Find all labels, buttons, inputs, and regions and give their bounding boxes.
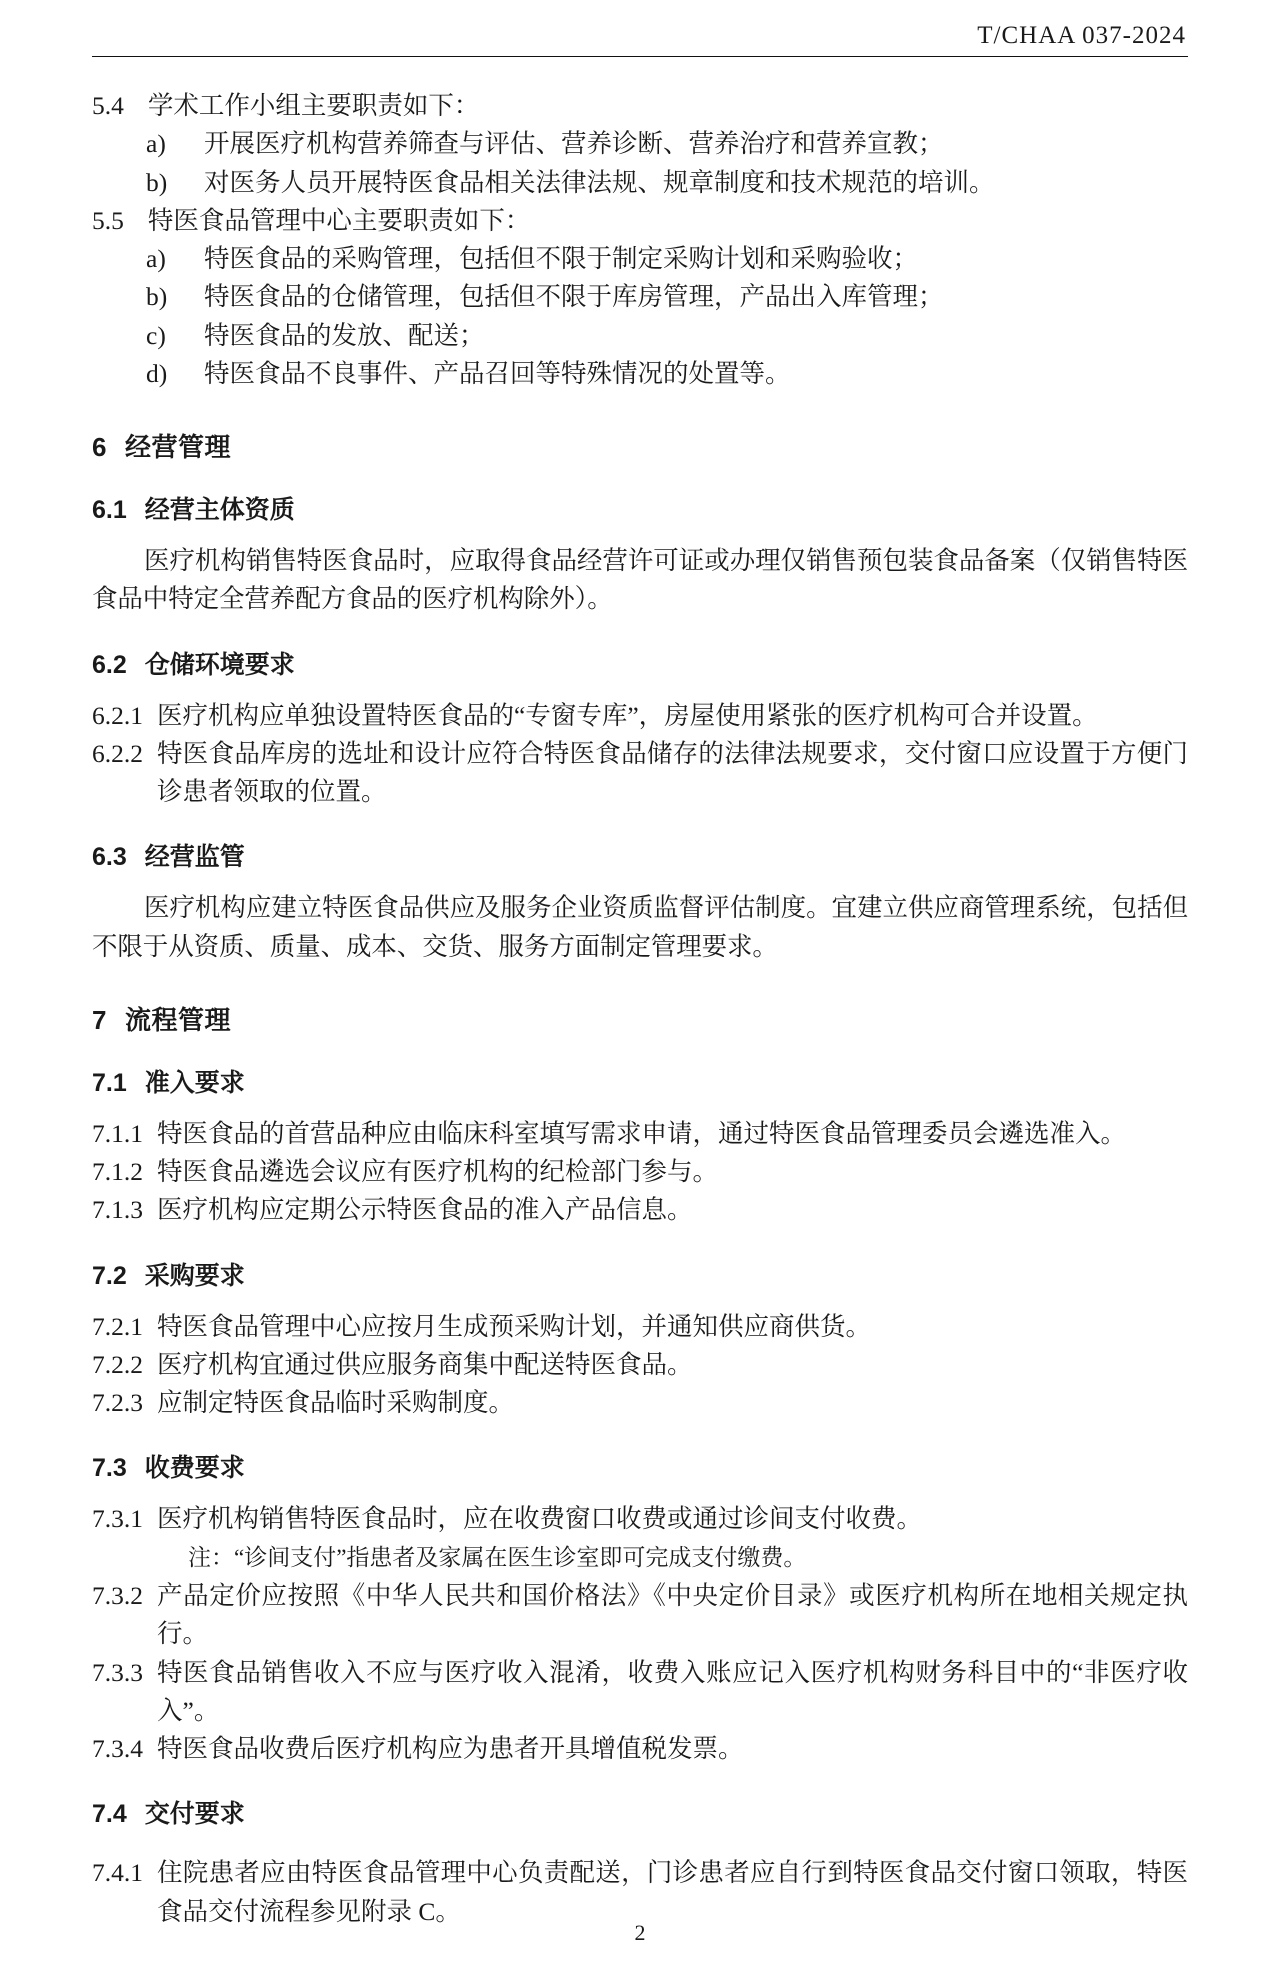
clause-7-3-4-number: 7.3.4 [92, 1734, 143, 1763]
list-marker: a) [146, 244, 166, 273]
subsection-heading-6-3 [92, 837, 1188, 873]
clause-6-2-2 [92, 735, 1188, 812]
subsection-7-3-number: 7.3 [92, 1454, 127, 1483]
list-item-text: 特医食品不良事件、产品召回等特殊情况的处置等。 [204, 358, 791, 388]
note-7-3-1: 注：“诊间支付”指患者及家属在医生诊室即可完成支付缴费。 [188, 1544, 807, 1570]
clause-7-2-1-number: 7.2.1 [92, 1311, 143, 1341]
subsection-7-2-title: 采购要求 [144, 1261, 245, 1290]
clause-7-1-3-text: 医疗机构应定期公示特医食品的准入产品信息。 [157, 1195, 693, 1225]
section-6-title: 经营管理 [124, 432, 231, 462]
clause-6-2-2-number: 6.2.2 [92, 738, 143, 768]
subsection-6-3-number: 6.3 [92, 843, 127, 872]
clause-7-2-2-number: 7.2.2 [92, 1349, 143, 1379]
list-item-text: 特医食品的发放、配送； [204, 320, 485, 350]
subsection-7-4-number: 7.4 [92, 1800, 127, 1829]
list-item [92, 164, 1188, 202]
clause-7-3-1-number: 7.3.1 [92, 1504, 143, 1534]
list-item [92, 355, 1188, 393]
section-heading-6 [92, 427, 1188, 464]
clause-7-3-3-text: 特医食品销售收入不应与医疗收入混淆，收费入账应记入医疗机构财务科目中的“非医疗收入”。 [157, 1657, 1188, 1725]
subsection-7-4-title: 交付要求 [144, 1800, 245, 1829]
list-item-text: 特医食品的采购管理，包括但不限于制定采购计划和采购验收； [204, 244, 919, 273]
clause-7-1-1 [92, 1115, 1188, 1153]
clause-7-4-1-number: 7.4.1 [92, 1858, 143, 1888]
list-item-text: 特医食品的仓储管理，包括但不限于库房管理，产品出入库管理； [204, 282, 944, 312]
clause-5-5-number: 5.5 [92, 205, 124, 235]
list-item-text: 对医务人员开展特医食品相关法律法规、规章制度和技术规范的培训。 [204, 167, 995, 197]
subsection-heading-7-3 [92, 1448, 1188, 1484]
clause-6-2-2-text: 特医食品库房的选址和设计应符合特医食品储存的法律法规要求，交付窗口应设置于方便门诊患者领取的位置。 [157, 738, 1188, 806]
subsection-heading-7-1 [92, 1063, 1188, 1099]
standard-id: T/CHAA 037-2024 [977, 22, 1186, 49]
clause-5-5-text: 特医食品管理中心主要职责如下： [147, 205, 531, 235]
subsection-6-2-number: 6.2 [92, 650, 127, 679]
clause-7-1-3-number: 7.1.3 [92, 1195, 143, 1225]
clause-7-1-1-text: 特医食品的首营品种应由临床科室填写需求申请，通过特医食品管理委员会遴选准入。 [157, 1118, 1127, 1148]
clause-7-3-1-text: 医疗机构销售特医食品时，应在收费窗口收费或通过诊间支付收费。 [157, 1504, 923, 1534]
page-footer [0, 1920, 1280, 1946]
section-heading-7 [92, 1000, 1188, 1037]
subsection-6-3-title: 经营监管 [144, 843, 245, 872]
clause-7-1-1-number: 7.1.1 [92, 1118, 143, 1148]
list-marker: a) [146, 129, 166, 159]
page-number: 2 [634, 1920, 646, 1945]
list-marker: c) [146, 320, 166, 350]
clause-7-3-4-text: 特医食品收费后医疗机构应为患者开具增值税发票。 [157, 1734, 744, 1763]
subsection-heading-6-1 [92, 490, 1188, 526]
subsection-6-1-number: 6.1 [92, 496, 127, 524]
clause-7-2-2 [92, 1346, 1188, 1384]
list-item [92, 125, 1188, 163]
subsection-7-2-number: 7.2 [92, 1261, 127, 1290]
clause-7-2-3-text: 应制定特医食品临时采购制度。 [157, 1388, 515, 1417]
list-marker: d) [146, 358, 168, 388]
clause-7-1-2 [92, 1153, 1188, 1191]
subsection-6-2-title: 仓储环境要求 [144, 650, 295, 679]
clause-6-2-1-text: 医疗机构应单独设置特医食品的“专窗专库”，房屋使用紧张的医疗机构可合并设置。 [157, 700, 1098, 730]
list-item [92, 317, 1188, 355]
list-marker: b) [146, 167, 168, 197]
subsection-7-1-title: 准入要求 [144, 1068, 245, 1097]
clause-5-4-number: 5.4 [92, 91, 124, 120]
section-6-number: 6 [92, 432, 107, 462]
clause-7-2-1-text: 特医食品管理中心应按月生成预采购计划，并通知供应商供货。 [157, 1311, 872, 1341]
clause-5-5 [92, 202, 1188, 240]
clause-7-3-2-text: 产品定价应按照《中华人民共和国价格法》《中央定价目录》或医疗机构所在地相关规定执行。 [157, 1581, 1188, 1649]
section-7-number: 7 [92, 1004, 107, 1035]
list-marker: b) [146, 282, 168, 312]
clause-7-3-3 [92, 1654, 1188, 1731]
clause-7-2-3 [92, 1384, 1188, 1422]
clause-7-3-2-number: 7.3.2 [92, 1581, 143, 1610]
clause-7-1-3 [92, 1191, 1188, 1229]
clause-7-3-4 [92, 1730, 1188, 1768]
list-item-text: 开展医疗机构营养筛查与评估、营养诊断、营养治疗和营养宣教； [204, 129, 944, 159]
clause-6-2-1-number: 6.2.1 [92, 700, 143, 730]
subsection-heading-6-2 [92, 645, 1188, 681]
clause-7-3-2 [92, 1577, 1188, 1654]
subsection-6-1-title: 经营主体资质 [144, 496, 295, 524]
clause-7-3-1 [92, 1500, 1188, 1538]
paragraph-6-1: 医疗机构销售特医食品时，应取得食品经营许可证或办理仅销售预包装食品备案（仅销售特医食品中特定全营养配方食品的医疗机构除外）。 [92, 546, 1188, 614]
clause-7-1-2-number: 7.1.2 [92, 1157, 143, 1186]
paragraph-6-3: 医疗机构应建立特医食品供应及服务企业资质监督评估制度。宜建立供应商管理系统，包括但不限于从资质、质量、成本、交货、服务方面制定管理要求。 [92, 893, 1188, 961]
clause-7-4-1-text: 住院患者应由特医食品管理中心负责配送，门诊患者应自行到特医食品交付窗口领取，特医食品交付流程参见附录 C。 [157, 1858, 1188, 1926]
clause-7-3-3-number: 7.3.3 [92, 1657, 143, 1687]
clause-5-4-text: 学术工作小组主要职责如下： [147, 91, 480, 120]
page-header [92, 22, 1188, 56]
clause-7-2-3-number: 7.2.3 [92, 1388, 143, 1417]
clause-6-2-1 [92, 697, 1188, 735]
clause-5-4 [92, 87, 1188, 125]
list-item [92, 278, 1188, 316]
clause-7-2-1 [92, 1308, 1188, 1346]
subsection-7-3-title: 收费要求 [144, 1454, 245, 1483]
list-item [92, 240, 1188, 278]
clause-7-1-2-text: 特医食品遴选会议应有医疗机构的纪检部门参与。 [157, 1157, 719, 1186]
section-7-title: 流程管理 [124, 1004, 231, 1035]
header-divider [92, 56, 1188, 57]
clause-7-2-2-text: 医疗机构宜通过供应服务商集中配送特医食品。 [157, 1349, 693, 1379]
subsection-heading-7-4 [92, 1794, 1188, 1830]
subsection-7-1-number: 7.1 [92, 1068, 127, 1097]
subsection-heading-7-2 [92, 1256, 1188, 1292]
